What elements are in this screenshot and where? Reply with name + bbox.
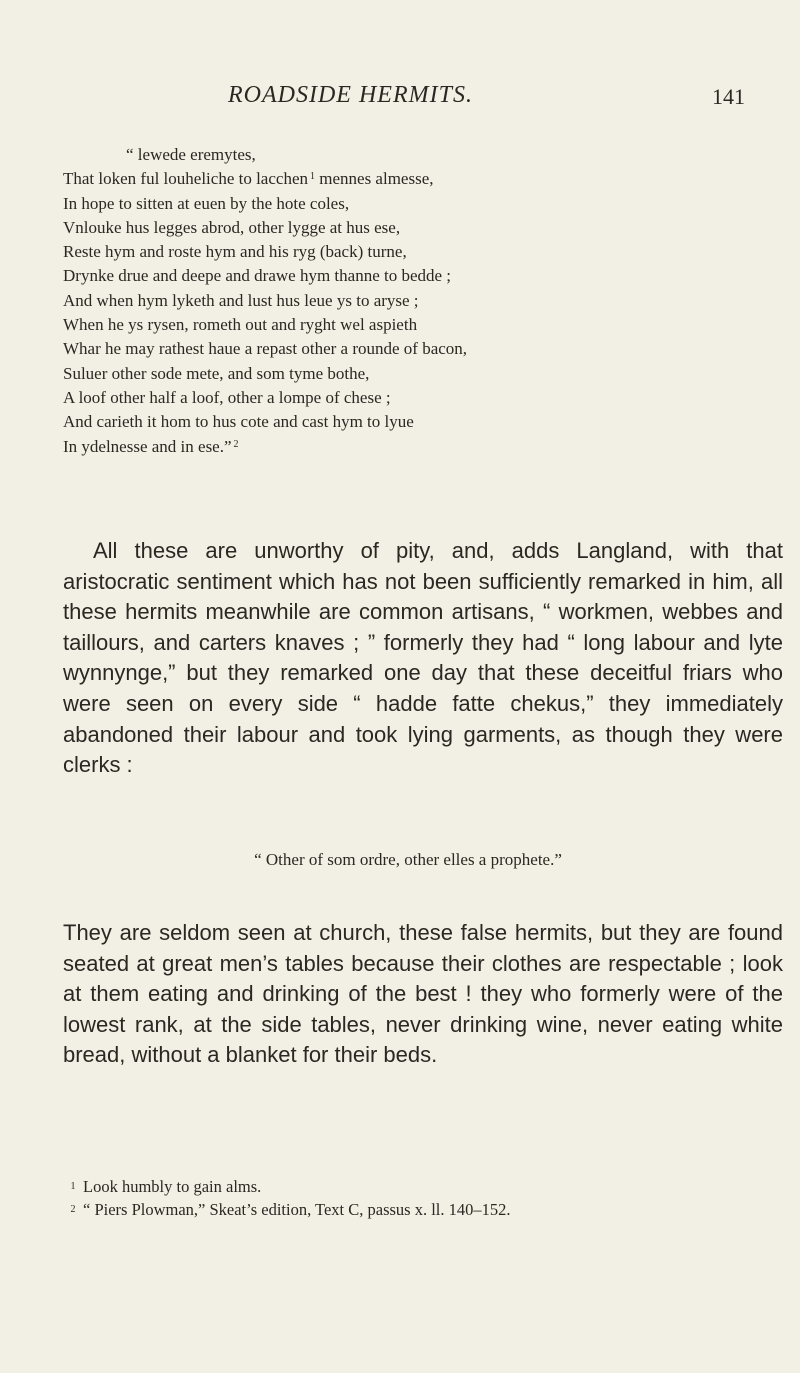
verse-line-text: In ydelnesse and in ese.” bbox=[63, 436, 232, 456]
verse-line-text: That loken ful louheliche to lacchen bbox=[63, 169, 308, 189]
footnote-mark: 1 bbox=[70, 1181, 76, 1192]
quote-text: “ Other of som ordre, other elles a prophete.” bbox=[254, 850, 562, 869]
footnote bbox=[63, 1198, 783, 1221]
footnote bbox=[63, 1175, 783, 1198]
verse-line: Suluer other sode mete, and som tyme bothe, bbox=[63, 363, 370, 383]
page-header bbox=[0, 82, 800, 112]
verse-line bbox=[63, 435, 783, 459]
verse-line-text: mennes almesse, bbox=[315, 169, 434, 189]
running-title: ROADSIDE HERMITS. bbox=[228, 82, 473, 108]
footnote-mark: 2 bbox=[70, 1204, 76, 1215]
footnote-ref: 1 bbox=[310, 171, 315, 183]
verse-line: In hope to sitten at euen by the hote coles, bbox=[63, 193, 350, 213]
body-paragraph: All these are unworthy of pity, and, adds Langland, with that aristocratic sentiment which has not been sufficiently remarked in him, all these hermits meanwhile are common artisans, “ workmen, webbes and taillours, and carters knaves ; ” formerly they had “ long labour and lyte wynnynge,” but they remarked one day that these deceitful friars who were seen on every side “ hadde fatte chekus,” they immediately abandoned their labour and took lying garments, as though they were clerks : bbox=[63, 538, 783, 778]
body-paragraph: They are seldom seen at church, these false hermits, but they are found seated at great men’s tables because their clothes are respectable ; look at them eating and drinking of the best ! they who formerly were of the lowest rank, at the side tables, never drinking wine, never eating white bread, without a blanket for their beds. bbox=[63, 920, 783, 1068]
footnote-ref: 2 bbox=[233, 438, 239, 450]
verse-line: When he ys rysen, rometh out and ryght wel aspieth bbox=[63, 315, 418, 335]
block-quote bbox=[0, 850, 800, 870]
verse-line: And carieth it hom to hus cote and cast hym to lyue bbox=[63, 412, 414, 432]
footnote-text: “ Piers Plowman,” Skeat’s edition, Text C, passus x. ll. 140–152. bbox=[83, 1200, 511, 1219]
verse-line: Drynke drue and deepe and drawe hym thanne to bedde ; bbox=[63, 266, 452, 286]
verse-line: And when hym lyketh and lust hus leue ys to aryse ; bbox=[63, 290, 419, 310]
page-number: 141 bbox=[712, 84, 745, 109]
verse-line: Vnlouke hus legges abrod, other lygge at hus ese, bbox=[63, 217, 401, 237]
verse-line: A loof other half a loof, other a lompe of chese ; bbox=[63, 387, 391, 407]
verse-line bbox=[63, 167, 783, 191]
footnotes bbox=[63, 1175, 783, 1221]
footnote-text: Look humbly to gain alms. bbox=[83, 1177, 262, 1196]
verse-line: “ lewede eremytes, bbox=[126, 145, 256, 164]
verse-line: Whar he may rathest haue a repast other a rounde of bacon, bbox=[63, 339, 468, 359]
verse-quotation bbox=[63, 143, 783, 459]
verse-line: Reste hym and roste hym and his ryg (back) turne, bbox=[63, 242, 407, 262]
